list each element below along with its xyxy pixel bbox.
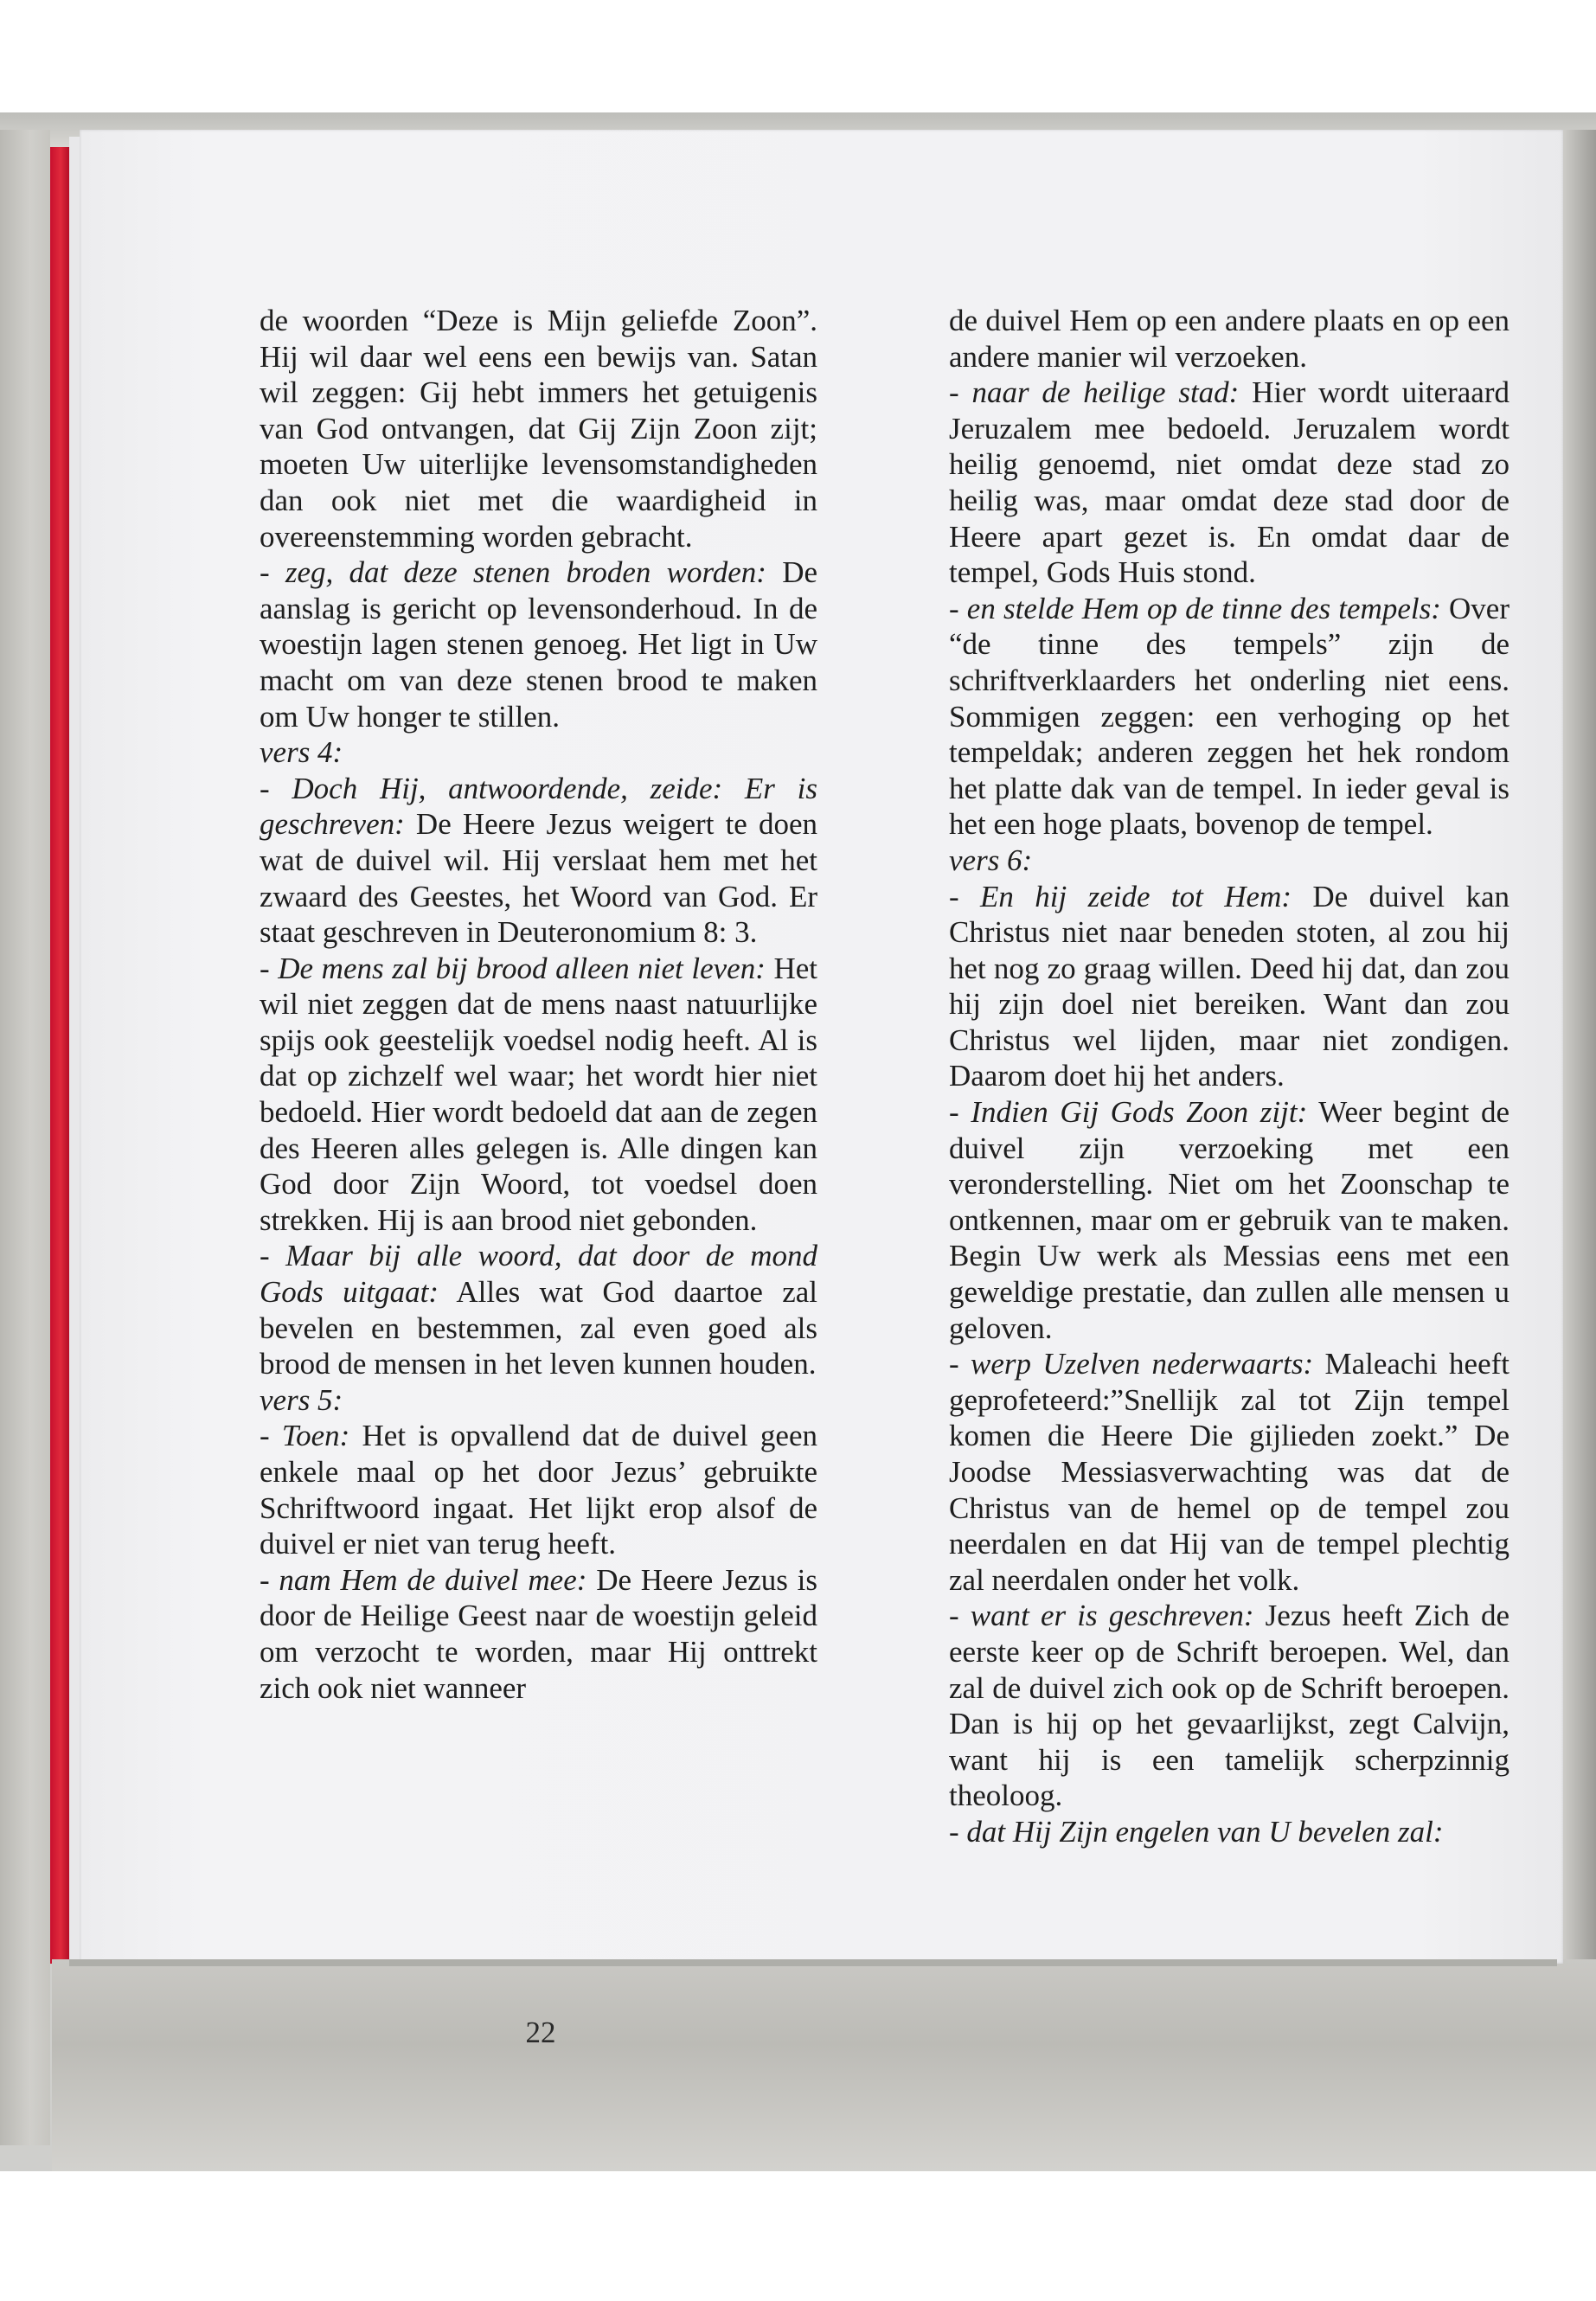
scripture-quote: - naar de heilige stad:: [949, 375, 1240, 410]
book-spine: [0, 130, 50, 2145]
book-bottom-edge: [52, 1959, 1596, 2171]
commentary-text: De Heere Jezus weigert te doen wat de duivel wil. Hij verslaat hem met het zwaard des Geestes, het Woord van God. Er staat geschreven in Deuteronomium 8: 3.: [260, 807, 817, 950]
scripture-quote: - Maar bij alle woord, dat door de mond Gods uitgaat:: [260, 1239, 817, 1310]
paragraph: [949, 879, 1509, 1095]
red-bookmark-edge: [50, 147, 69, 1964]
paragraph: [949, 375, 1509, 591]
commentary-text: De Heere Jezus is door de Heilige Geest naar de woestijn geleid om verzocht te worden, maar Hij onttrekt zich ook niet wanneer: [260, 1562, 817, 1705]
verse-heading: vers 6:: [949, 843, 1033, 877]
commentary-text: de woorden “Deze is Mijn geliefde Zoon”. Hij wil daar wel eens een bewijs van. Satan wil zeggen: Gij hebt immers het getuigenis van God ontvangen, dat Gij Zijn Zoon zijt; moeten Uw uiterlijke levensomstandigheden dan ook niet met die waardigheid in overeenstemming worden gebracht.: [260, 304, 817, 554]
paragraph: [260, 1418, 817, 1561]
commentary-text: Weer begint de duivel zijn verzoeking met een veronderstelling. Niet om het Zoonschap te ontkennen, maar om er gebruik van te maken. Begin Uw werk als Messias eens met een geweldige prestatie, dan zullen alle mensen u geloven.: [949, 1095, 1509, 1345]
commentary-text: de duivel Hem op een andere plaats en op een andere manier wil verzoeken.: [949, 304, 1509, 374]
paragraph: [260, 303, 817, 554]
page-number: 22: [525, 2016, 556, 2049]
paragraph: [949, 1814, 1509, 1850]
verse-heading: vers 4:: [260, 735, 343, 770]
scripture-quote: - en stelde Hem op de tinne des tempels:: [949, 591, 1441, 625]
paragraph: [949, 1598, 1509, 1814]
scripture-quote: - Doch Hij, antwoordende, zeide: Er is geschreven:: [260, 771, 817, 842]
commentary-text: Hier wordt uiteraard Jeruzalem mee bedoeld. Jeruzalem wordt heilig genoemd, niet omdat deze stad zo heilig was, maar omdat deze stad door de Heere apart gezet is. En omdat daar de tempel, Gods Huis stond.: [949, 375, 1509, 590]
scripture-quote: - En hij zeide tot Hem:: [949, 879, 1292, 913]
commentary-text: Maleachi heeft geprofeteerd:”Snellijk zal tot Zijn tempel komen die Heere Die gijlieden zoekt.” De Joodse Messiasverwachting was dat de Christus van de hemel op de tempel zou neerdalen en dat Hij van de tempel plechtig zal neerdalen onder het volk.: [949, 1347, 1509, 1597]
scripture-quote: - zeg, dat deze stenen broden worden:: [260, 555, 766, 590]
commentary-text: Jezus heeft Zich de eerste keer op de Schrift beroepen. Wel, dan zal de duivel zich ook op de Schrift beroepen. Dan is hij op het gevaarlijkst, zegt Calvijn, want hij is een tamelijk scherpzinnig theoloog.: [949, 1599, 1509, 1813]
scripture-quote: - want er is geschreven:: [949, 1599, 1254, 1633]
paragraph: [260, 951, 817, 1239]
scripture-quote: - nam Hem de duivel mee:: [260, 1562, 587, 1597]
commentary-text: Over “de tinne des tempels” zijn de schriftverklaarders het onderling niet eens. Sommigen zeggen: een verhoging op het tempeldak; anderen zeggen het hek rondom het platte dak van de tempel. In ieder geval is het een hoge plaats, bovenop de tempel.: [949, 591, 1509, 842]
scripture-quote: - werp Uzelven nederwaarts:: [949, 1347, 1314, 1381]
paragraph: [260, 1562, 817, 1706]
commentary-text: Het wil niet zeggen dat de mens naast natuurlijke spijs ook geestelijk voedsel nodig heeft. Al is dat op zichzelf wel waar; het wordt hier niet bedoeld. Hier wordt bedoeld dat aan de zegen des Heeren alles gelegen is. Alle dingen kan God door Zijn Woord, tot voedsel doen strekken. Hij is aan brood niet gebonden.: [260, 951, 817, 1237]
commentary-text: Het is opvallend dat de duivel geen enkele maal op het door Jezus’ gebruikte Schriftwoord ingaat. Het lijkt erop alsof de duivel er niet van terug heeft.: [260, 1419, 817, 1561]
scripture-quote: - dat Hij Zijn engelen van U bevelen zal:: [949, 1814, 1444, 1849]
commentary-text: De duivel kan Christus niet naar beneden stoten, al zou hij het nog zo graag willen. Deed hij dat, dan zou hij zijn doel niet bereiken. Want dan zou Christus wel lijden, maar niet zondigen. Daarom doet hij het anders.: [949, 879, 1509, 1093]
paragraph: [949, 591, 1509, 843]
scripture-quote: - Toen:: [260, 1419, 350, 1453]
left-text-column: [260, 303, 817, 1706]
commentary-text: De aanslag is gericht op levensonderhoud. In de woestijn lagen stenen genoeg. Het ligt in Uw macht om van deze stenen brood te maken om Uw honger te stillen.: [260, 555, 818, 734]
paragraph: [949, 1346, 1509, 1598]
paragraph: [260, 771, 817, 951]
verse-heading: vers 5:: [260, 1382, 343, 1417]
page-bottom-shadow: [69, 1959, 1557, 1966]
commentary-text: Alles wat God daartoe zal bevelen en bestemmen, zal even goed als brood de mensen in het leven kunnen houden.: [260, 1275, 817, 1381]
right-text-column: [949, 303, 1509, 1850]
paragraph: [949, 303, 1509, 375]
paragraph: [260, 1238, 817, 1381]
scripture-quote: - Indien Gij Gods Zoon zijt:: [949, 1095, 1308, 1130]
paragraph: [260, 554, 817, 734]
scripture-quote: - De mens zal bij brood alleen niet leven:: [260, 951, 766, 985]
paragraph: [949, 1094, 1509, 1346]
